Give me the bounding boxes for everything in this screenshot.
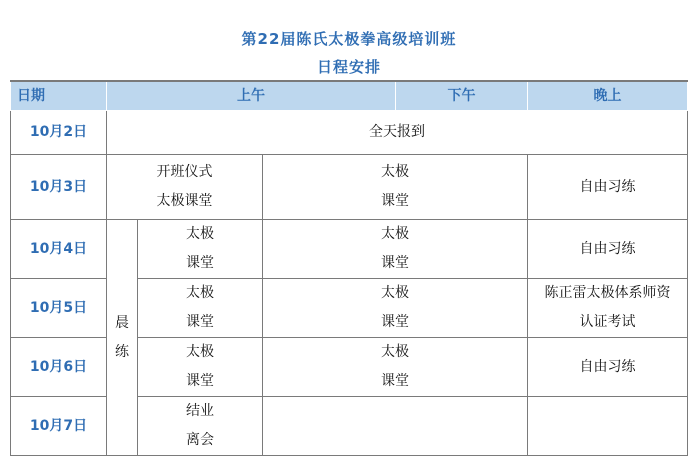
pm-cell: [263, 397, 528, 456]
date-cell: 10月5日: [11, 279, 107, 338]
date-cell: 10月3日: [11, 155, 107, 220]
evening-cell: 自由习练: [528, 220, 688, 279]
am-cell: 太极 课堂: [138, 220, 263, 279]
date-cell: 10月6日: [11, 338, 107, 397]
am-cell: 开班仪式 太极课堂: [107, 155, 263, 220]
table-row: [11, 111, 688, 155]
header-date: 日期: [11, 81, 107, 111]
schedule-subtitle: 日程安排: [316, 58, 381, 76]
pm-cell: 太极 课堂: [263, 338, 528, 397]
am-cell: 太极 课堂: [138, 338, 263, 397]
pm-cell: 太极 课堂: [263, 220, 528, 279]
schedule-table: [10, 80, 688, 456]
evening-cell: 自由习练: [528, 338, 688, 397]
am-cell: 结业 离会: [138, 397, 263, 456]
date-cell: 10月7日: [11, 397, 107, 456]
header-evening: 晚上: [528, 81, 688, 111]
pm-cell: 太极 课堂: [263, 279, 528, 338]
table-row: [11, 220, 688, 279]
evening-cell: 自由习练: [528, 155, 688, 220]
header-row: [11, 81, 688, 111]
evening-cell: [528, 397, 688, 456]
header-pm: 下午: [396, 81, 528, 111]
morning-practice-cell: 晨 练: [107, 220, 138, 456]
schedule-title: 第22届陈氏太极拳高级培训班: [241, 30, 457, 48]
evening-cell: 陈正雷太极体系师资 认证考试: [528, 279, 688, 338]
date-cell: 10月2日: [11, 111, 107, 155]
pm-cell: 太极 课堂: [263, 155, 528, 220]
date-cell: 10月4日: [11, 220, 107, 279]
am-cell: 太极 课堂: [138, 279, 263, 338]
header-am: 上午: [107, 81, 396, 111]
all-day-cell: 全天报到: [107, 111, 688, 155]
table-row: [11, 155, 688, 220]
